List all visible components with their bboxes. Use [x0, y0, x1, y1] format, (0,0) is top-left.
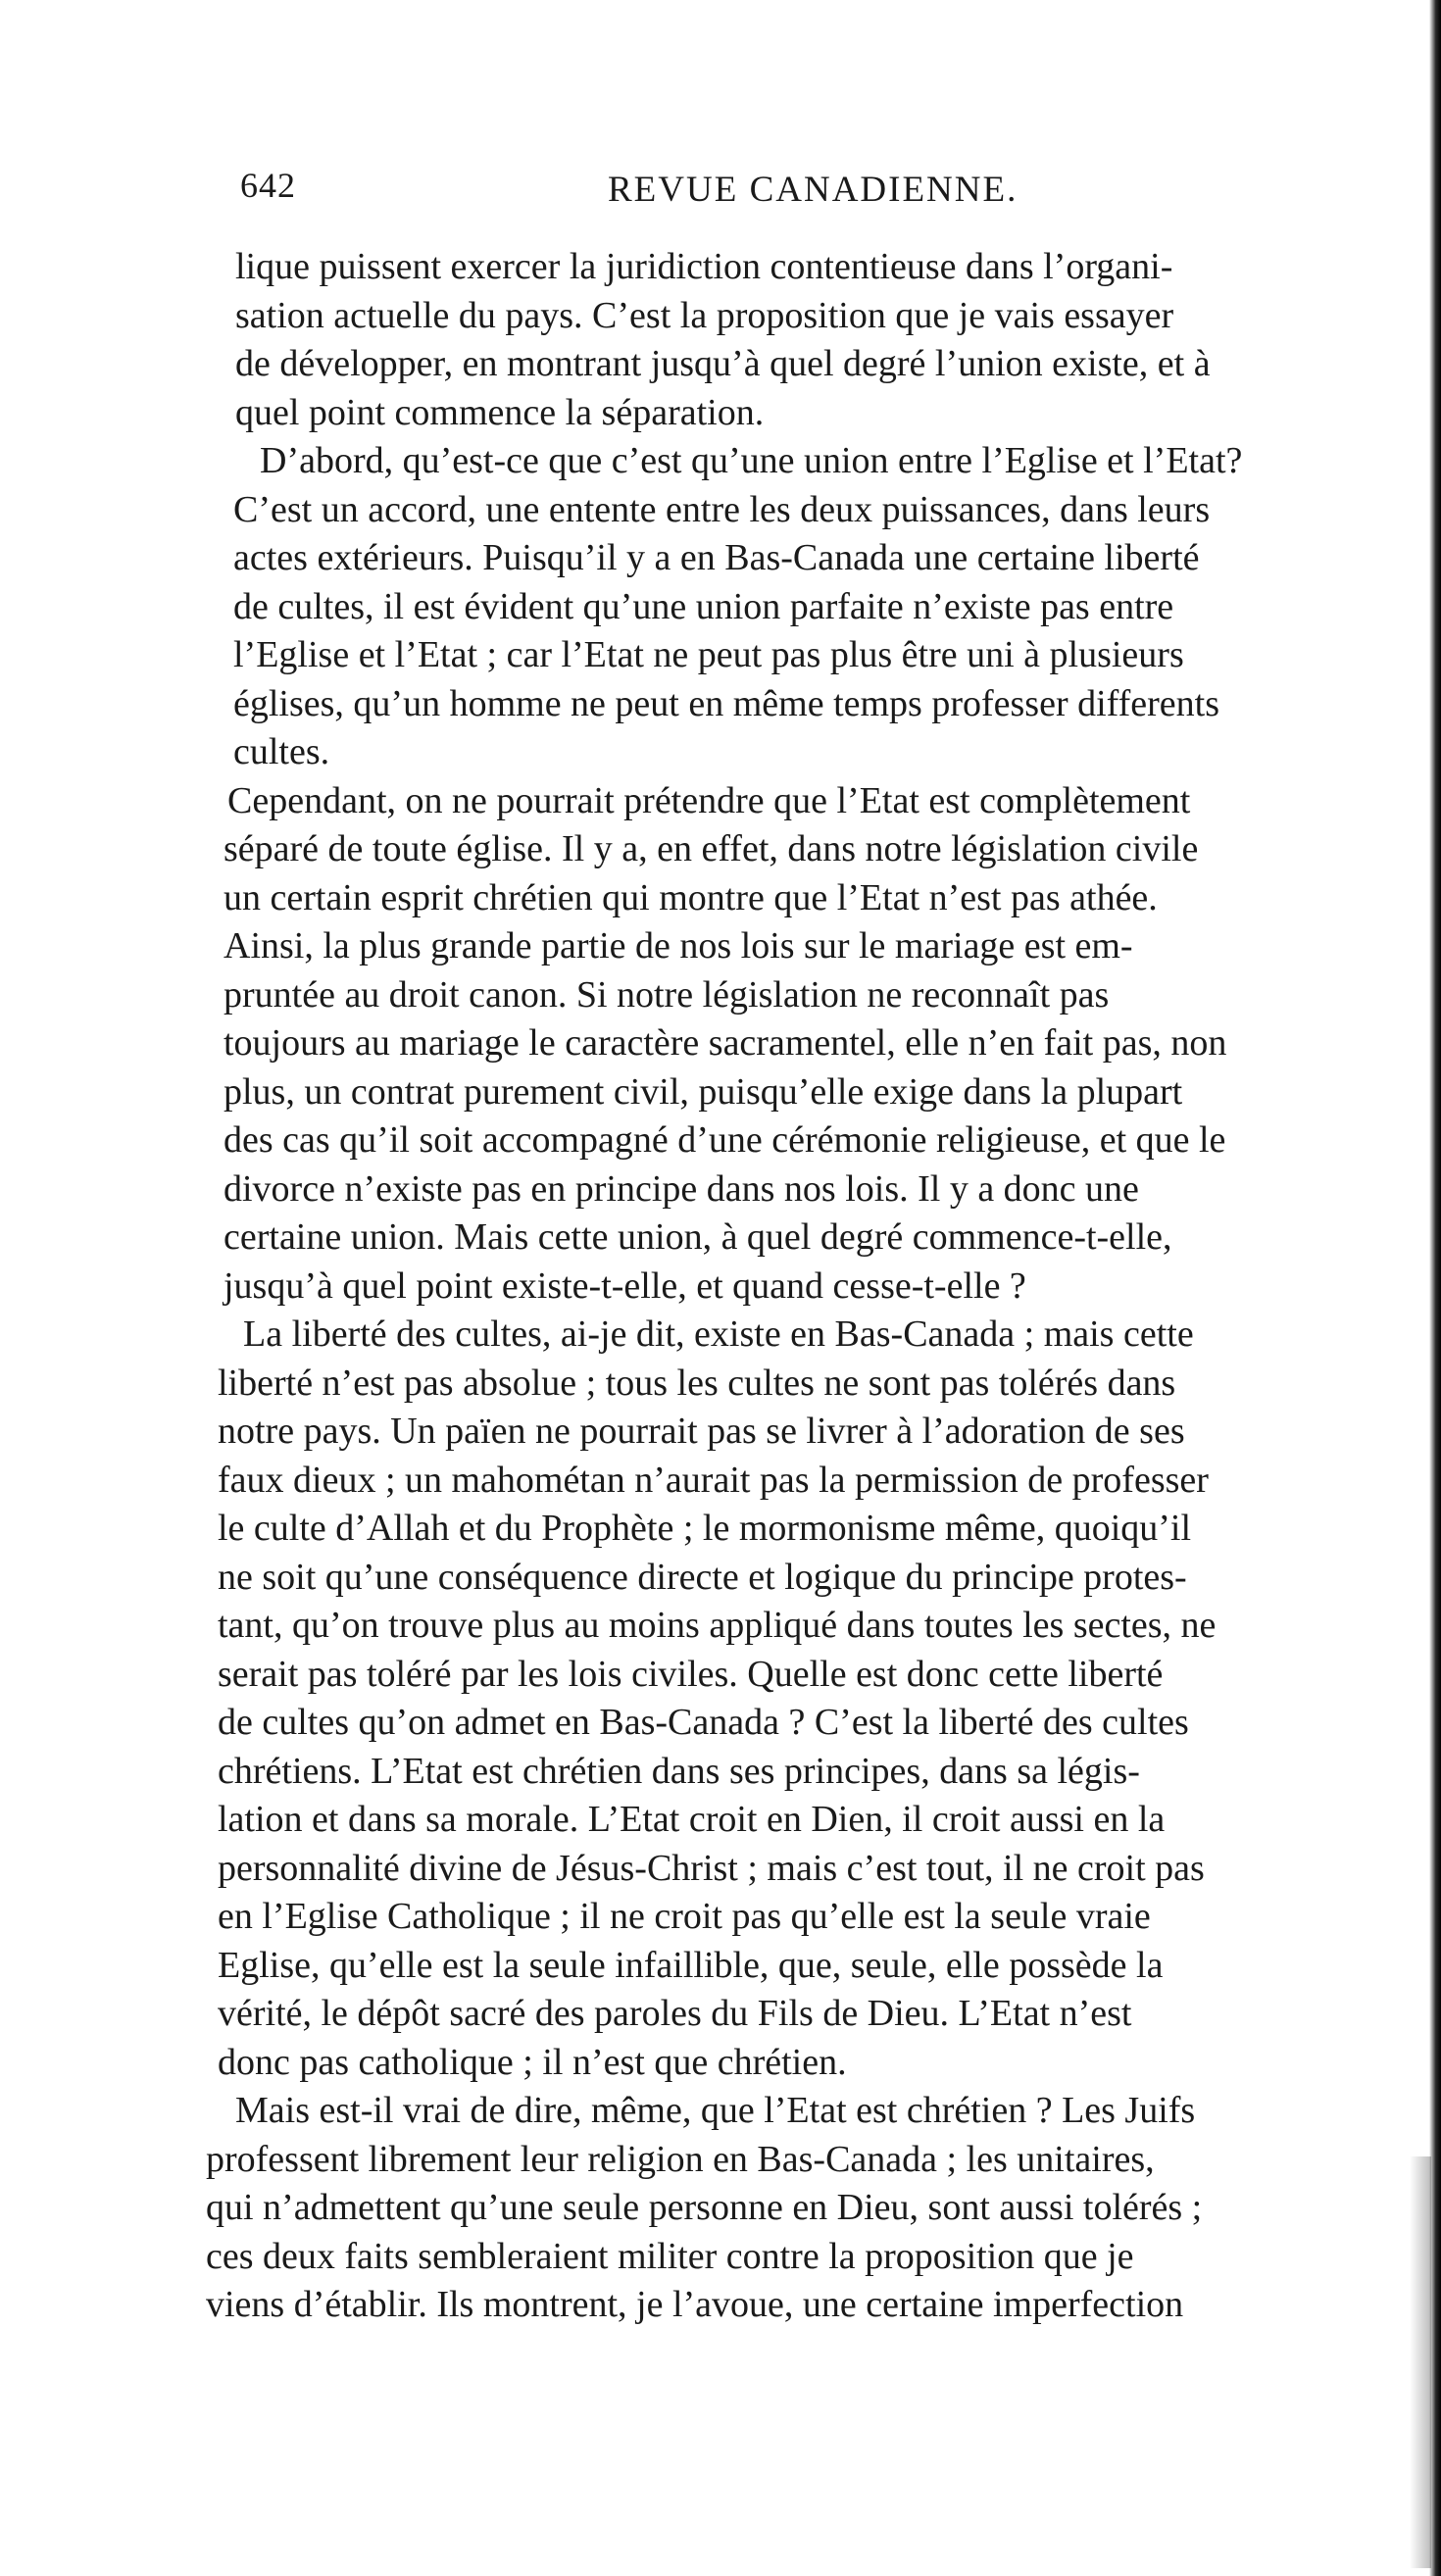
text-line: pruntée au droit canon. Si notre législation ne reconnaît pas — [224, 973, 1110, 1016]
text-line: actes extérieurs. Puisqu’il y a en Bas-Canada une certaine liberté — [233, 537, 1200, 578]
text-line: des cas qu’il soit accompagné d’une cérémonie religieuse, et que le — [224, 1119, 1226, 1161]
text-line: ne soit qu’une conséquence directe et logique du principe protes- — [218, 1556, 1187, 1598]
text-line: un certain esprit chrétien qui montre que l’Etat n’est pas athée. — [224, 876, 1158, 918]
text-line: C’est un accord, une entente entre les deux puissances, dans leurs — [233, 488, 1211, 530]
text-line: Eglise, qu’elle est la seule infaillible, que, seule, elle possède la — [218, 1944, 1164, 1986]
text-line: de cultes qu’on admet en Bas-Canada ? C’est la liberté des cultes — [218, 1702, 1189, 1743]
text-line: ces deux faits sembleraient militer contre la proposition que je — [206, 2235, 1134, 2277]
text-line: cultes. — [233, 731, 330, 772]
text-line: plus, un contrat purement civil, puisqu’elle exige dans la plupart — [224, 1070, 1183, 1113]
text-line: lation et dans sa morale. L’Etat croit en Dien, il croit aussi en la — [218, 1799, 1166, 1840]
paragraph-first-line: Mais est-il vrai de dire, même, que l’Etat est chrétien ? Les Juifs — [235, 2090, 1196, 2131]
text-line: faux dieux ; un mahométan n’aurait pas la permission de professer — [218, 1459, 1209, 1501]
text-line: donc pas catholique ; il n’est que chrétien. — [218, 2041, 847, 2083]
text-line: personnalité divine de Jésus-Christ ; mais c’est tout, il ne croit pas — [218, 1847, 1205, 1889]
text-line: de développer, en montrant jusqu’à quel degré l’union existe, et à — [235, 343, 1211, 384]
text-line: de cultes, il est évident qu’une union parfaite n’existe pas entre — [233, 585, 1174, 627]
page-header — [240, 165, 1103, 223]
text-line: l’Eglise et l’Etat ; car l’Etat ne peut pas plus être uni à plusieurs — [233, 634, 1184, 675]
text-line: professent librement leur religion en Bas-Canada ; les unitaires, — [206, 2138, 1155, 2180]
paragraph-first-line: La liberté des cultes, ai-je dit, existe en Bas-Canada ; mais cette — [243, 1313, 1194, 1355]
page-edge-wear — [1410, 2156, 1431, 2568]
text-line: liberté n’est pas absolue ; tous les cultes ne sont pas tolérés dans — [218, 1362, 1176, 1404]
page-number: 642 — [240, 166, 296, 205]
paragraph-first-line: Cependant, on ne pourrait prétendre que l’Etat est complètement — [227, 779, 1191, 821]
text-line: sation actuelle du pays. C’est la proposition que je vais essayer — [235, 294, 1174, 336]
text-line: serait pas toléré par les lois civiles. Quelle est donc cette liberté — [218, 1653, 1164, 1695]
text-line: qui n’admettent qu’une seule personne en Dieu, sont aussi tolérés ; — [206, 2187, 1203, 2228]
text-line: en l’Eglise Catholique ; il ne croit pas qu’elle est la seule vraie — [218, 1896, 1151, 1937]
text-line: le culte d’Allah et du Prophète ; le mormonisme même, quoiqu’il — [218, 1508, 1192, 1549]
running-title: REVUE CANADIENNE. — [608, 170, 1019, 210]
text-line: viens d’établir. Ils montrent, je l’avoue, une certaine imperfection — [206, 2284, 1184, 2325]
text-line: chrétiens. L’Etat est chrétien dans ses principes, dans sa légis- — [218, 1750, 1140, 1792]
paragraph-first-line: D’abord, qu’est-ce que c’est qu’une union entre l’Eglise et l’Etat? — [260, 440, 1243, 481]
text-line: notre pays. Un païen ne pourrait pas se livrer à l’adoration de ses — [218, 1411, 1185, 1452]
text-line: tant, qu’on trouve plus au moins appliqué dans toutes les sectes, ne — [218, 1605, 1217, 1646]
text-line: divorce n’existe pas en principe dans nos lois. Il y a donc une — [224, 1167, 1139, 1210]
body-text — [206, 243, 1421, 2330]
text-line: églises, qu’un homme ne peut en même temps professer differents — [233, 682, 1220, 724]
text-line: quel point commence la séparation. — [235, 391, 765, 433]
text-line: toujours au mariage le caractère sacramentel, elle n’en fait pas, non — [224, 1022, 1227, 1064]
text-line: séparé de toute église. Il y a, en effet, dans notre législation civile — [224, 828, 1199, 869]
text-line: Ainsi, la plus grande partie de nos lois sur le mariage est em- — [224, 925, 1133, 966]
text-line: certaine union. Mais cette union, à quel degré commence-t-elle, — [224, 1216, 1172, 1258]
text-line: vérité, le dépôt sacré des paroles du Fils de Dieu. L’Etat n’est — [218, 1993, 1132, 2034]
text-line: jusqu’à quel point existe-t-elle, et quand cesse-t-elle ? — [224, 1264, 1026, 1307]
text-line: lique puissent exercer la juridiction contentieuse dans l’organi- — [235, 246, 1173, 287]
